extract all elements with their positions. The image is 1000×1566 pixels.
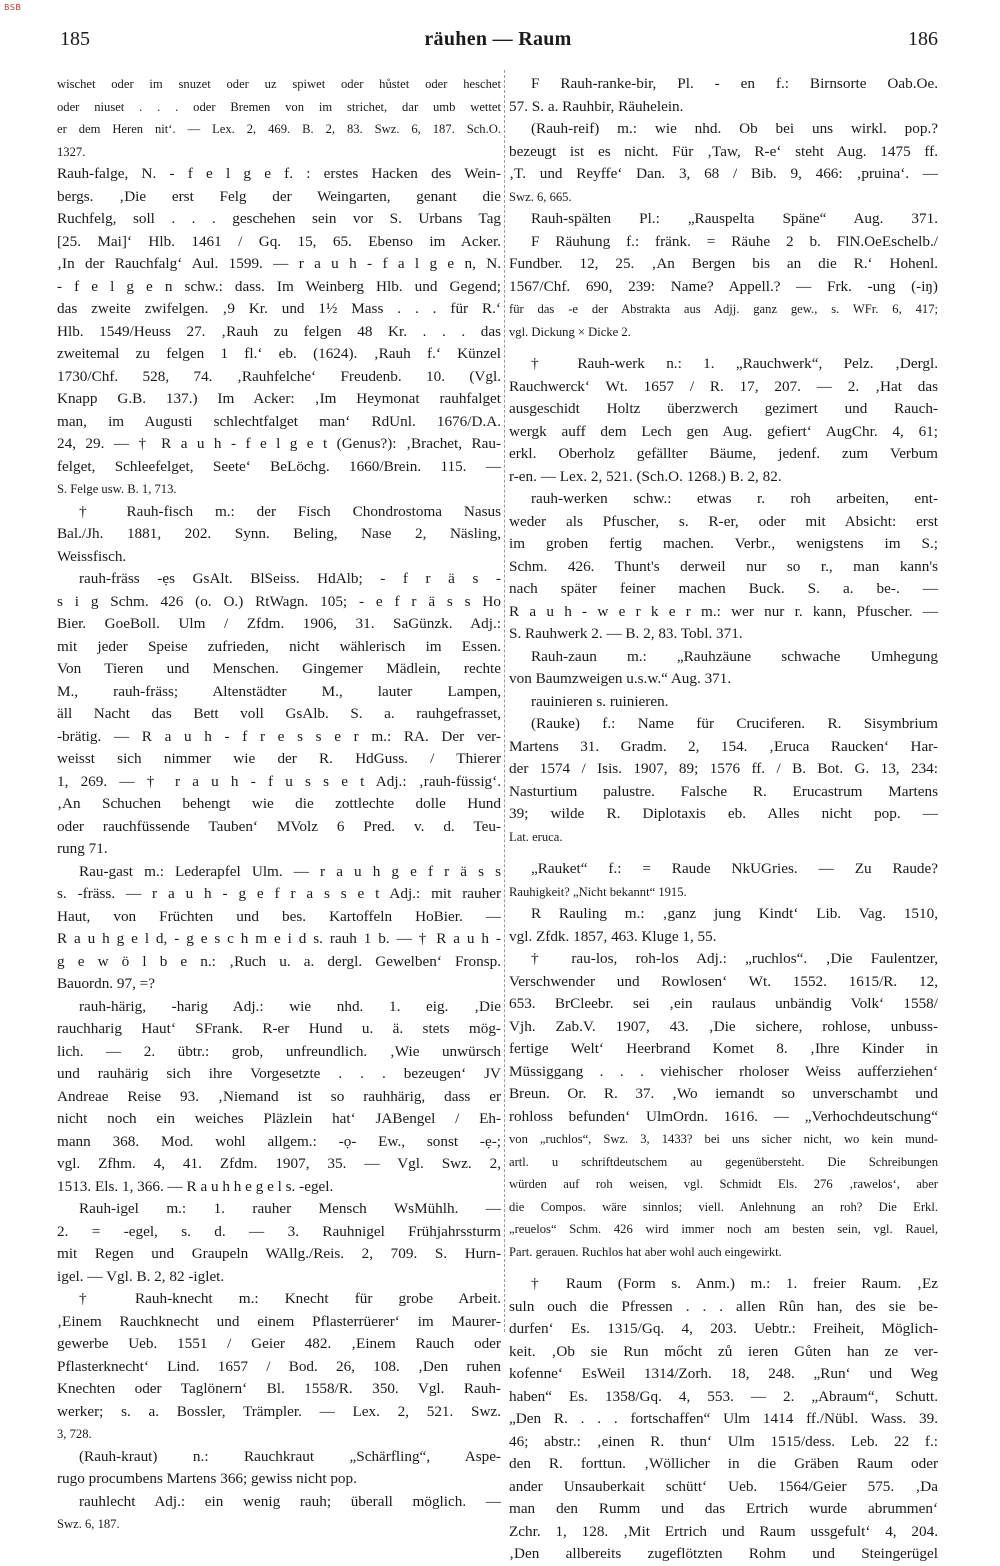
text-line: für das -e der Abstrakta aus Adjj. ganz gew., s. WFr. 6, 417; xyxy=(509,302,938,316)
text-line: rauh-fräss -ẹs GsAlt. BlSeiss. HdAlb; - f r ä s - xyxy=(79,570,501,587)
text-line: suln ouch die Pfressen . . . allen Rûn han, des sie be- xyxy=(509,1297,938,1315)
text-line: M., rauh-fräss; Altenstädter M., lauter Lampen, xyxy=(57,682,501,700)
text-line: felget, Schleefelget, Seete‘ BeLöchg. 1660/Brein. 115. — xyxy=(57,457,501,475)
text-line: artl. u schriftdeutschem au gegenübersteht. Die Schreibungen xyxy=(509,1154,938,1169)
text-line: Von Tieren und Menschen. Gingemer Mädlein, rechte xyxy=(57,660,501,677)
text-line: im groben fertig machen. Verbr., wenigstens im S.; xyxy=(509,535,938,552)
text-line: F Räuhung f.: fränk. = Räuhe 2 b. FlN.OeEschelb./ xyxy=(531,232,938,250)
text-line: Schm. 426. Thunt's derweil nur so r., man kann's xyxy=(509,557,938,575)
text-line: Martens 31. Gradm. 2, 154. ‚Eruca Raucken‘ Har- xyxy=(509,737,938,755)
text-line: Bauordn. 97, =? xyxy=(57,975,155,992)
text-line: und rauhärig sich ihre Vorgesetzte . . . bezeugen‘ JV xyxy=(57,1065,501,1082)
text-line: weder als Pfuscher, s. R-er, oder mit Absicht: erst xyxy=(509,512,938,530)
text-line: [25. Mai]‘ Hlb. 1461 / Gq. 15, 65. Ebenso im Acker. xyxy=(57,232,501,250)
text-line: vgl. Zfdk. 1857, 463. Kluge 1, 55. xyxy=(509,927,717,945)
text-line: Weissfisch. xyxy=(57,547,127,565)
text-line: 1327. xyxy=(57,144,86,159)
text-line: ‚In der Rauchfalg‘ Aul. 1599. — r a u h - f a l g e n, N. xyxy=(57,255,501,272)
text-line: Bal./Jh. 1881, 202. Synn. Beling, Nase 2, Näsling, xyxy=(57,525,501,542)
text-line: † Rauh-werk n.: 1. „Rauchwerk“, Pelz. ‚Dergl. xyxy=(531,355,938,372)
text-line: von „ruchlos“, Swz. 3, 1433? bei uns sicher nicht, wo kein mund- xyxy=(509,1132,938,1146)
text-line: rung 71. xyxy=(57,840,108,857)
text-line: würden auf roh weisen, vgl. Schmidt Els. 276 ‚rawelos‘, aber xyxy=(509,1177,938,1191)
text-line: Part. gerauen. Ruchlos hat aber wohl auch eingewirkt. xyxy=(509,1244,782,1259)
text-line: S. Felge usw. B. 1, 713. xyxy=(57,482,177,496)
text-line: von Baumzweigen u.s.w.“ Aug. 371. xyxy=(509,670,732,687)
text-line: Rauh-zaun m.: „Rauhzäune schwache Umhegung xyxy=(531,647,938,665)
text-line: Nasturtium palustre. Falsche R. Erucastrum Martens xyxy=(509,782,938,800)
text-line: äll Nacht das Bett voll GsAlb. S. a. rauhgefrasset, xyxy=(57,705,501,722)
text-line: ‚T. und Reyffe‘ Dan. 3, 68 / Bib. 9, 466: ‚pruina‘. — xyxy=(509,165,938,182)
text-line: Lat. eruca. xyxy=(509,829,563,844)
text-line: r-en. — Lex. 2, 521. (Sch.O. 1268.) B. 2, 82. xyxy=(509,467,782,485)
text-line: Verschwender und Rowlosen‘ Wt. 1552. 1615/R. 12, xyxy=(509,972,938,990)
text-line: wergk auff dem Lech gen Aug. gefiert‘ AugChr. 4, 61; xyxy=(509,422,938,440)
text-line: 1567/Chf. 690, 239: Name? Appell.? — Frk. -ung (-iŋ) xyxy=(509,277,938,295)
text-line: oder niuset . . . oder Bremen von im strichet, dar umb wettet xyxy=(57,99,501,114)
text-line: man den Rumm und das Ertrich wurde abrummen‘ xyxy=(509,1500,938,1517)
text-line: keit. ‚Ob sie Run mőcht zů ieren Gůten han ze ver- xyxy=(509,1342,938,1360)
text-line: Rauh-spälten Pl.: „Rauspelta Späne“ Aug. 371. xyxy=(531,210,938,227)
text-line: bezeugt ist es nicht. Für ‚Taw, R-e‘ steht Aug. 1475 ff. xyxy=(509,142,938,160)
text-line: mit Regen und Graupeln WAllg./Reis. 2, 709. S. Hurn- xyxy=(57,1245,501,1262)
text-line: zweitemal zu felgen 1 fl.‘ eb. (1624). ‚Rauh f.‘ Künzel xyxy=(57,345,501,362)
text-line: mann 368. Mod. wohl allgem.: -ọ- Ew., sonst -ẹ-; xyxy=(57,1132,501,1150)
left-column xyxy=(57,73,501,1536)
text-line: S. Rauhwerk 2. — B. 2, 83. Tobl. 371. xyxy=(509,625,743,642)
text-line: „reuelos“ Schm. 426 wird immer noch am besten sein, vgl. Rauel, xyxy=(509,1222,938,1236)
text-line: fertige Welt‘ Heerbrand Komet 8. ‚Ihre Kinder in xyxy=(509,1040,938,1057)
text-line: 1, 269. — † r a u h - f u s s e t Adj.: ‚rauh-füssig‘. xyxy=(57,772,501,790)
text-line: rauhlecht Adj.: ein wenig rauh; überall möglich. — xyxy=(79,1492,501,1510)
text-line: ‚Einem Rauchknecht und einem Pflasterrüerer‘ im Maurer- xyxy=(57,1312,501,1330)
text-line: F Rauh-ranke-bir, Pl. - en f.: Birnsorte Oab.Oe. xyxy=(531,75,938,92)
text-line: ‚Den allbereits zugeflötzten Rohm und Steingerügel xyxy=(509,1545,938,1562)
text-line: rauchharig Haut‘ SFrank. R-er Hund u. ä. stets mög- xyxy=(57,1020,501,1037)
column-divider xyxy=(504,70,505,1332)
text-line: Pflasterknecht‘ Lind. 1657 / Bod. 26, 108. ‚Den ruhen xyxy=(57,1357,501,1375)
text-line: 3, 728. xyxy=(57,1427,92,1441)
text-line: Rauhigkeit? „Nicht bekannt“ 1915. xyxy=(509,884,687,899)
text-line: Müssiggang . . . viehischer rholoser Weiss aufferziehen‘ xyxy=(509,1062,938,1080)
text-line: kofenne‘ EsWeil 1314/Zorh. 18, 248. „Run‘ und Weg xyxy=(509,1365,938,1382)
text-line: der 1574 / Isis. 1907, 89; 1576 ff. / B. Bot. G. 13, 234: xyxy=(509,760,938,777)
text-line: oder rauchfüssende Tauben‘ MVolz 6 Pred. v. d. Teu- xyxy=(57,817,501,835)
text-line: Rauh-igel m.: 1. rauher Mensch WsMühlh. — xyxy=(79,1200,501,1217)
text-line: nicht noch ein weiches Pläzlein hat‘ JABengel / Eh- xyxy=(57,1110,501,1127)
text-line: Rauh-falge, N. - f e l g e f. : erstes Hacken des Wein- xyxy=(57,165,501,182)
text-line: rauinieren s. ruinieren. xyxy=(531,692,669,710)
text-line: nach später feiner machen Buck. S. a. be-. — xyxy=(509,580,938,597)
text-line: Haut, von Früchten und bes. Kartoffeln HoBier. — xyxy=(57,907,501,925)
text-line: weisst sich nimmer wie der R. HdGuss. / Thierer xyxy=(57,750,501,767)
text-line: haben“ Es. 1358/Gq. 4, 553. — 2. „Abraum“, Schutt. xyxy=(509,1387,938,1405)
text-line: rauh-werken schw.: etwas r. roh arbeiten, ent- xyxy=(531,490,938,507)
text-line: Knechten oder Taglönern‘ Bl. 1558/R. 350. Vgl. Rauh- xyxy=(57,1380,501,1397)
text-line: (Rauke) f.: Name für Cruciferen. R. Sisymbrium xyxy=(531,715,938,732)
page-header xyxy=(58,28,938,56)
text-line: 1513. Els. 1, 366. — R a u h h e g e l s. -egel. xyxy=(57,1177,334,1195)
text-line: das zweite zwifelgen. ‚9 Kr. und 1½ Mass . . . für R.‘ xyxy=(57,300,501,317)
text-line: † Rauh-knecht m.: Knecht für grobe Arbeit. xyxy=(79,1290,501,1307)
text-line: - f e l g e n schw.: dass. Im Weinberg Hlb. und Gegend; xyxy=(57,277,501,295)
text-line: igel. — Vgl. B. 2, 82 -iglet. xyxy=(57,1267,225,1285)
text-line: † Rauh-fisch m.: der Fisch Chondrostoma Nasus xyxy=(79,502,501,520)
text-line: 46; abstr.: ‚einen R. thun‘ Ulm 1515/dess. Leb. 22 f.: xyxy=(509,1432,938,1450)
text-line: rohloss befunden‘ UlmOrdn. 1616. — „Verhochdeutschung“ xyxy=(509,1107,938,1125)
text-line: „Den R. . . . fortschaffen“ Ulm 1414 ff./Nübl. Wass. 39. xyxy=(509,1410,938,1427)
text-line: Rau-gast m.: Lederapfel Ulm. — r a u h g e f r ä s s xyxy=(79,862,501,880)
text-line: † rau-los, roh-los Adj.: „ruchlos“. ‚Die Faulentzer, xyxy=(531,950,938,967)
text-line: vgl. Zfhm. 4, 41. Zfdm. 1907, 35. — Vgl. Swz. 2, xyxy=(57,1155,501,1172)
text-line: Ruchfelg, soll . . . geschehen sein vor S. Urbans Tag xyxy=(57,210,501,227)
text-line: „Rauket“ f.: = Raude NkUGries. — Zu Raude? xyxy=(531,860,938,877)
text-line: 1730/Chf. 528, 74. ‚Rauhfelche‘ Freudenb. 10. (Vgl. xyxy=(57,367,501,385)
text-line: rauh-härig, -harig Adj.: wie nhd. 1. eig. ‚Die xyxy=(79,997,501,1015)
page-number-left: 185 xyxy=(60,28,90,50)
text-line: Fundber. 12, 25. ‚An Bergen bis an die R.‘ Hohenl. xyxy=(509,255,938,272)
library-stamp: BSB xyxy=(4,3,22,12)
text-line: Bier. GoeBoll. Ulm / Zfdm. 1906, 31. SaGünzk. Adj.: xyxy=(57,615,501,632)
text-line: gewerbe Ueb. 1551 / Geier 482. ‚Einem Rauch oder xyxy=(57,1335,501,1352)
text-line: -brätig. — R a u h - f r e s s e r m.: RA. Der ver- xyxy=(57,727,501,745)
text-line: wischet oder im snuzet oder uz spiwet oder hůstet oder heschet xyxy=(57,77,501,91)
text-line: lich. — 2. übtr.: grob, unfreundlich. ‚Wie unwürsch xyxy=(57,1042,501,1060)
text-line: den R. forttun. ‚Wöllicher in die Gräben Raum oder xyxy=(509,1455,938,1472)
text-line: Knapp G.B. 137.) Im Acker: ‚Im Heymonat rauhfalget xyxy=(57,390,501,407)
text-line: bergs. ‚Die erst Felg der Weingarten, genant die xyxy=(57,187,501,205)
text-line: Andreae Reise 93. ‚Niemand ist so rauhhärig, dass er xyxy=(57,1087,501,1105)
text-line: erkl. Oberholz gefällter Bäume, jedenf. zum Verbum xyxy=(509,445,938,462)
text-line: 2. = -egel, s. d. — 3. Rauhnigel Frühjahrssturm xyxy=(57,1222,501,1240)
text-line: 39; wilde R. Diplotaxis eb. Alles nicht pop. — xyxy=(509,805,938,822)
text-line: rugo procumbens Martens 366; gewiss nicht pop. xyxy=(57,1470,357,1487)
text-line: Swz. 6, 665. xyxy=(509,189,572,204)
text-line: Rauchwerck‘ Wt. 1657 / R. 17, 207. — 2. ‚Hat das xyxy=(509,377,938,395)
text-line: ander Unsauberkait schütt‘ Ueb. 1564/Geier 575. ‚Da xyxy=(509,1477,938,1495)
text-line: 24, 29. — † R a u h - f e l g e t (Genus?): ‚Brachet, Rau- xyxy=(57,435,501,452)
text-line: Vjh. Zab.V. 1907, 43. ‚Die sichere, rohlose, unbuss- xyxy=(509,1017,938,1035)
text-line: 653. BrCleebr. sei ‚ein raulaus unbändig Volk‘ 1558/ xyxy=(509,995,938,1012)
text-line: Swz. 6, 187. xyxy=(57,1517,120,1531)
text-line: (Rauh-kraut) n.: Rauchkraut „Schärfling“, Aspe- xyxy=(79,1447,501,1465)
text-line: die Compos. wäre sinnlos; viell. Anlehnung an roh? Die Erkl. xyxy=(509,1199,938,1214)
text-line: er dem Heren nit‘. — Lex. 2, 469. B. 2, 83. Swz. 6, 187. Sch.O. xyxy=(57,122,501,136)
text-line: R Rauling m.: ‚ganz jung Kindt‘ Lib. Vag. 1510, xyxy=(531,905,938,922)
text-line: Hlb. 1549/Heuss 27. ‚Rauh zu felgen 48 Kr. . . . das xyxy=(57,322,501,340)
text-line: R a u h g e l d, - g e s c h m e i d s. rauh 1 b. — † R a u h - xyxy=(57,930,501,947)
text-line: Zchr. 1, 128. ‚Mit Ertrich und Raum ussgefult‘ 4, 204. xyxy=(509,1522,938,1540)
text-line: vgl. Dickung × Dicke 2. xyxy=(509,324,631,339)
running-title: räuhen — Raum xyxy=(424,28,572,50)
page-number-right: 186 xyxy=(908,28,938,50)
text-line: mit jeder Speise zufrieden, nicht wählerisch im Essen. xyxy=(57,637,501,655)
text-line: ‚An Schuchen behengt wie die zottlechte dolle Hund xyxy=(57,795,501,812)
text-line: R a u h - w e r k e r m.: wer nur r. kann, Pfuscher. — xyxy=(509,602,938,620)
text-line: Breun. Or. R. 37. ‚Wo iemandt so unverschambt und xyxy=(509,1085,938,1102)
text-line: ausgeschidt Holtz überzwerch gezimert und Rauch- xyxy=(509,400,938,417)
text-line: (Rauh-reif) m.: wie nhd. Ob bei uns wirkl. pop.? xyxy=(531,120,938,137)
text-line: g e w ö l b e n.: ‚Ruch u. a. dergl. Gewelben‘ Fronsp. xyxy=(57,952,501,970)
text-line: † Raum (Form s. Anm.) m.: 1. freier Raum. ‚Ez xyxy=(531,1275,938,1292)
right-column xyxy=(509,73,938,1566)
text-line: werker; s. a. Bossler, Trämpler. — Lex. 2, 521. Swz. xyxy=(57,1402,501,1420)
text-line: man, im Augusti schlechtfalget man‘ RdUnl. 1676/D.A. xyxy=(57,412,501,430)
text-line: durfen‘ Es. 1315/Gq. 4, 203. Uebtr.: Freiheit, Möglich- xyxy=(509,1320,938,1337)
text-line: 57. S. a. Rauhbir, Räuhelein. xyxy=(509,97,684,115)
text-line: s. -fräss. — r a u h - g e f r a s s e t Adj.: mit rauher xyxy=(57,885,501,902)
text-line: s i g Schm. 426 (o. O.) RtWagn. 105; - e f r ä s s Ho xyxy=(57,592,501,610)
